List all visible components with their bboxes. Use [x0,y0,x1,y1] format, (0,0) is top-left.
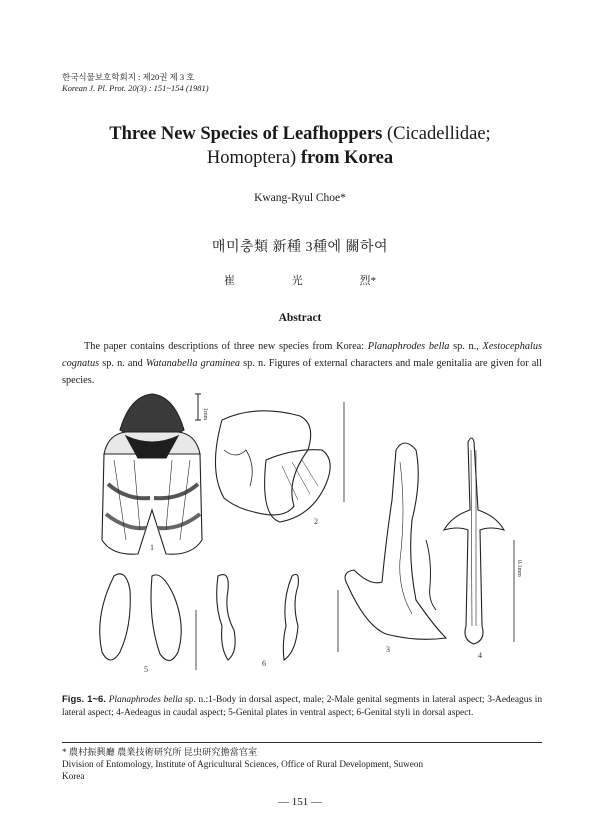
abstract-text-2: sp. n., [449,341,483,352]
paper-title-line-1 [0,124,600,145]
scale-label-4: 0.1mm [516,560,522,577]
fig2-genital-segments-drawing [215,402,344,522]
fig-label-4: 4 [478,651,482,660]
paper-title-plain-part: (Cicadellidae; [382,124,491,144]
paper-title-line-2 [0,148,600,169]
footnote [62,746,542,782]
page-number: — 151 — [278,796,322,808]
fig-label-5: 5 [144,665,148,674]
abstract-heading: Abstract [278,312,322,324]
author-name: Kwang-Ryul Choe* [254,192,346,204]
korean-title: 매미충類 新種 3種에 關하여 [211,240,389,255]
footnote-english-1: Division of Entomology, Institute of Agricultural Sciences, Office of Rural Development, Suweon [62,759,424,769]
paper-title-bold-part: Three New Species of Leafhoppers [109,124,383,144]
fig6-genital-styli-drawing [217,574,338,660]
abstract-text-3: sp. n. and [99,358,146,369]
fig-label-1: 1 [150,543,154,552]
figure-plate [86,390,526,690]
korean-author: 崔 光 烈* [224,275,376,287]
paper-title-plain-part-2: Homoptera) [206,148,301,168]
journal-korean-line: 한국식물보호학회지 : 제20권 제 3 호 [62,72,195,82]
caption-prefix: Figs. 1~6. [62,694,106,705]
fig-label-6: 6 [262,659,266,668]
abstract-text [62,338,542,389]
fig4-aedeagus-caudal-drawing [444,438,514,644]
journal-citation-line: Korean J. Pl. Prot. 20(3) : 151~154 (1981) [62,83,209,93]
footnote-divider [62,742,542,743]
footnote-english-2: Korea [62,771,85,781]
paper-title-bold-part-2: from Korea [300,148,394,168]
abstract-text-1: The paper contains descriptions of three new species from Korea: [84,341,368,352]
figure-caption [62,694,542,719]
species-name-2: Xestocephalus cognatus [62,341,543,369]
species-name-3: Watanabella graminea [145,358,241,369]
fig1-body-drawing [102,394,202,554]
fig5-genital-plates-drawing [100,574,196,670]
fig-label-3: 3 [386,645,390,654]
species-name-1: Planaphrodes bella [367,341,450,352]
abstract-text-4: sp. n. Figures of external characters and male genitalia are given for all species. [62,358,543,386]
fig3-aedeagus-lateral-drawing [345,443,446,639]
caption-species: Planaphrodes bella [108,695,183,705]
scale-label-1: 1mm [202,408,208,421]
footnote-korean: * 農村振興廳 農業技術研究所 昆虫研究擔當官室 [62,747,258,757]
caption-text: sp. n.:1-Body in dorsal aspect, male; 2-Male genital segments in lateral aspect; 3-Aedeagus in lateral aspect; 4-Aedeagus in caudal aspect; 5-Genital plates in ventral aspect; 6-Genital styli in dorsal aspect. [62,695,543,718]
journal-header [62,72,209,94]
fig-label-2: 2 [314,517,318,526]
